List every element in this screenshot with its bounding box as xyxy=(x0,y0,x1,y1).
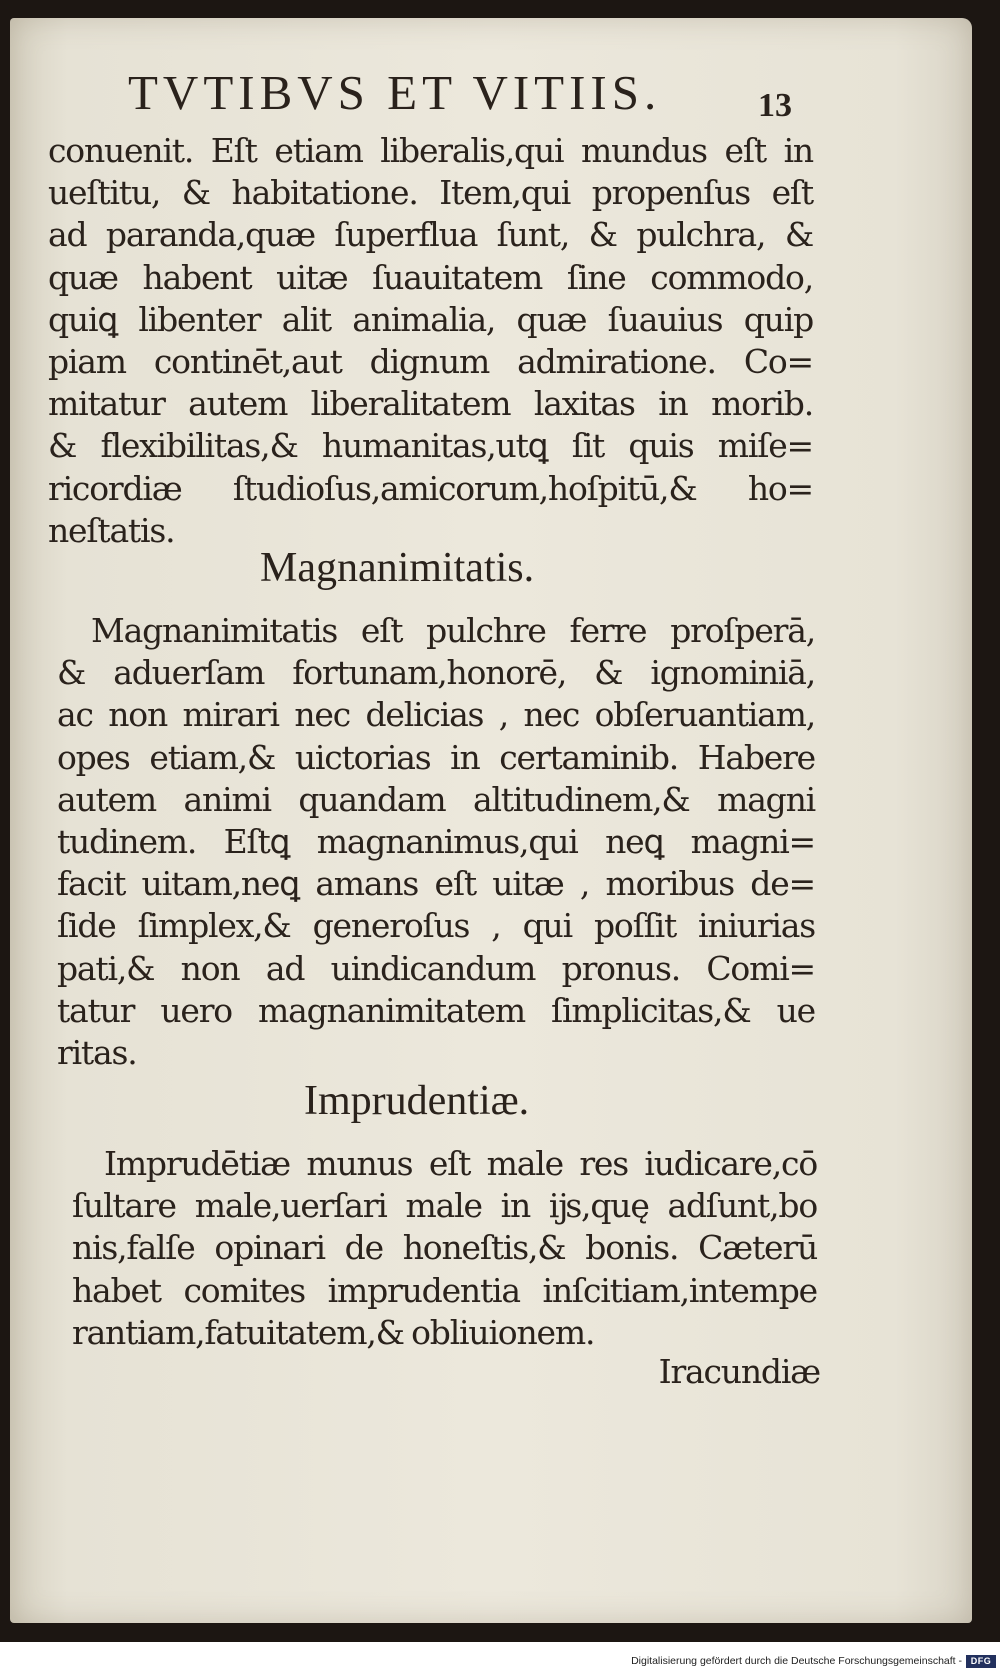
running-head: TVTIBVS ET VITIIS. xyxy=(128,65,662,120)
text-line: autem animi quandam altitudinem,& magni xyxy=(57,779,815,819)
text-line: ſultare male,uerſari male in ĳs,quę adſunt,bo xyxy=(72,1186,817,1226)
text-line: & aduerſam fortunam,honorē, & ignominiā, xyxy=(57,653,815,693)
catchword: Iracundiæ xyxy=(658,1352,820,1391)
text-line: mitatur autem liberalitatem laxitas in morib. xyxy=(48,384,813,424)
text-block-imprudentiae xyxy=(72,1143,817,1354)
funding-credit: Digitalisierung gefördert durch die Deutsche Forschungsgemeinschaft - xyxy=(631,1655,962,1667)
text-line: opes etiam,& uictorias in certaminib. Habere xyxy=(57,737,815,777)
text-block-liberality xyxy=(48,130,813,552)
book-page xyxy=(10,18,972,1623)
text-line: ſide ſimplex,& generoſus , qui poſſit iniurias xyxy=(57,906,815,946)
text-block-magnanimitatis xyxy=(57,610,815,1074)
text-line: neſtatis. xyxy=(48,510,175,550)
page-number: 13 xyxy=(758,87,792,124)
text-line: Magnanimitatis eſt pulchre ferre proſperā, xyxy=(91,611,815,650)
text-line: ritas. xyxy=(57,1032,137,1072)
text-line: piam continēt,aut dignum admiratione. Co= xyxy=(48,341,813,381)
text-line: rantiam,fatuitatem,& obliuionem. xyxy=(72,1312,595,1352)
text-line: ueſtitu, & habitatione. Item,qui propenſus eſt xyxy=(48,173,813,213)
text-line: nis,falſe opinari de honeſtis,& bonis. Cæterū xyxy=(72,1228,817,1268)
text-line: facit uitam,neꝗ amans eſt uitæ , moribus de= xyxy=(57,864,815,904)
text-line: ad paranda,quæ ſuperflua ſunt, & pulchra, & xyxy=(48,215,813,255)
text-line: Imprudētiæ munus eſt male res iudicare,cō xyxy=(104,1144,817,1183)
section-heading-imprudentiae: Imprudentiæ. xyxy=(304,1078,530,1124)
text-line: habet comites imprudentia inſcitiam,intempe xyxy=(72,1270,817,1310)
section-heading-magnanimitatis: Magnanimitatis. xyxy=(260,545,535,591)
text-line: conuenit. Eſt etiam liberalis,qui mundus eſt in xyxy=(48,131,813,170)
text-line: quæ habent uitæ ſuauitatem ſine commodo, xyxy=(48,257,813,297)
text-line: quiꝗ libenter alit animalia, quæ ſuauius quip xyxy=(48,299,813,339)
digitization-footer xyxy=(0,1652,1000,1672)
text-line: pati,& non ad uindicandum pronus. Comi= xyxy=(57,948,815,988)
text-line: ricordiæ ſtudioſus,amicorum,hoſpitū,& ho= xyxy=(48,468,813,508)
text-line: tudinem. Eſtꝗ magnanimus,qui neꝗ magni= xyxy=(57,821,815,861)
text-line: & flexibilitas,& humanitas,utꝗ ſit quis miſe= xyxy=(48,426,813,466)
dfg-logo-icon: DFG xyxy=(966,1655,996,1668)
text-line: tatur uero magnanimitatem ſimplicitas,& ue xyxy=(57,990,815,1030)
text-line: ac non mirari nec delicias , nec obſeruantiam, xyxy=(57,695,815,735)
